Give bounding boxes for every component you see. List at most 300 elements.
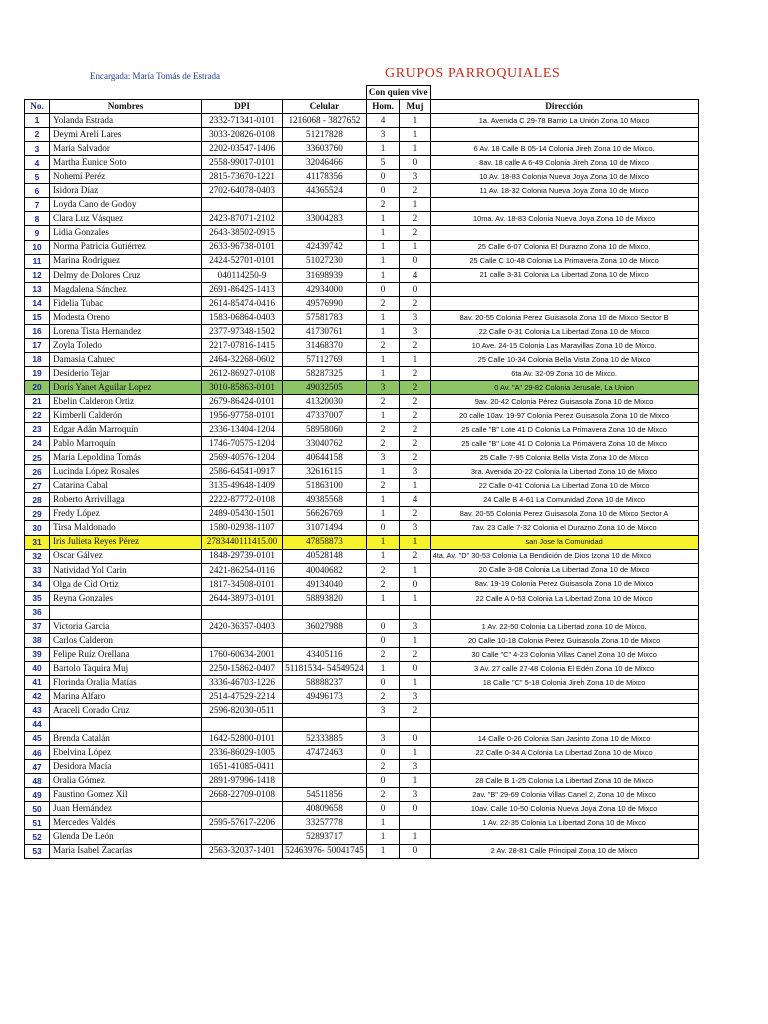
row-number: 46 [25, 746, 50, 760]
row-hom: 0 [366, 746, 399, 760]
row-direccion: 4ta. Av. "D" 30-53 Colonia La Bendición de Dios Izona 10 de Mixco [430, 549, 698, 563]
row-number: 38 [25, 633, 50, 647]
row-dpi: 1583-06864-0403 [202, 310, 283, 324]
row-name: Victoria Garcia [50, 619, 202, 633]
row-muj: 1 [400, 240, 430, 254]
row-hom: 2 [366, 296, 399, 310]
row-number: 3 [25, 142, 50, 156]
row-number: 23 [25, 423, 50, 437]
table-row [25, 788, 699, 802]
row-celular: 41730761 [283, 324, 367, 338]
row-celular: 31698939 [283, 268, 367, 282]
row-name: Reyna Gonzales [50, 591, 202, 605]
table-row [25, 493, 699, 507]
row-name: Juan Hernández [50, 802, 202, 816]
table-row [25, 507, 699, 521]
row-name: Faustino Gomez Xil [50, 788, 202, 802]
row-direccion [430, 718, 698, 732]
row-direccion [430, 198, 698, 212]
row-hom: 3 [366, 128, 399, 142]
row-hom: 1 [366, 310, 399, 324]
row-name: Zoyla Toledo [50, 338, 202, 352]
row-muj: 0 [400, 282, 430, 296]
row-number: 47 [25, 760, 50, 774]
table-row [25, 465, 699, 479]
row-dpi: 2633-96738-0101 [202, 240, 283, 254]
row-muj: 3 [400, 690, 430, 704]
row-dpi: 2596-82030-0511 [202, 704, 283, 718]
row-celular [283, 760, 367, 774]
row-dpi [202, 830, 283, 844]
table-row [25, 816, 699, 830]
row-muj: 4 [400, 268, 430, 282]
row-name: Florinda Oralia Matías [50, 675, 202, 689]
row-muj: 0 [400, 732, 430, 746]
row-direccion: 25 Calle 10-34 Colonia Bella Vista Zona 10 de Mixco [430, 352, 698, 366]
table-row [25, 310, 699, 324]
row-hom: 2 [366, 198, 399, 212]
row-dpi: 040114250-9 [202, 268, 283, 282]
row-name: Damasia Cahuec [50, 352, 202, 366]
table-row [25, 282, 699, 296]
row-direccion: 10 Ave. 24-15 Colonia Las Maravillas Zona 10 de Mixco. [430, 338, 698, 352]
row-dpi: 1760-60634-2001 [202, 647, 283, 661]
table-row [25, 605, 699, 619]
row-celular: 40528148 [283, 549, 367, 563]
row-dpi: 1642-52800-0101 [202, 732, 283, 746]
row-number: 50 [25, 802, 50, 816]
row-hom: 1 [366, 591, 399, 605]
row-hom: 3 [366, 451, 399, 465]
row-hom: 0 [366, 184, 399, 198]
row-muj: 1 [400, 675, 430, 689]
row-hom: 5 [366, 156, 399, 170]
row-direccion: 30 Calle "C" 4-23 Colonia Villas Canel Zona 10 de Mixco [430, 647, 698, 661]
row-muj: 2 [400, 507, 430, 521]
row-muj: 0 [400, 802, 430, 816]
row-number: 40 [25, 661, 50, 675]
table-row [25, 619, 699, 633]
header-dpi: DPI [202, 100, 283, 114]
row-number: 45 [25, 732, 50, 746]
row-muj: 1 [400, 114, 430, 128]
row-dpi: 2563-32037-1401 [202, 844, 283, 858]
row-hom: 2 [366, 760, 399, 774]
row-number: 31 [25, 535, 50, 549]
row-muj: 3 [400, 619, 430, 633]
row-muj: 3 [400, 324, 430, 338]
row-name: Kimberli Calderón [50, 409, 202, 423]
row-dpi: 2595-57617-2206 [202, 816, 283, 830]
row-name: Martha Eunice Soto [50, 156, 202, 170]
table-row [25, 830, 699, 844]
row-muj: 1 [400, 142, 430, 156]
row-hom: 2 [366, 437, 399, 451]
row-muj: 3 [400, 521, 430, 535]
table-row [25, 114, 699, 128]
row-muj: 2 [400, 423, 430, 437]
row-number: 9 [25, 226, 50, 240]
row-celular: 51217828 [283, 128, 367, 142]
row-direccion: 22 Calle A 0-53 Colonia La Libertad Zona 10 de Mixco [430, 591, 698, 605]
row-muj: 1 [400, 128, 430, 142]
row-muj: 2 [400, 338, 430, 352]
table-body [25, 114, 699, 858]
row-muj: 1 [400, 352, 430, 366]
row-hom: 0 [366, 282, 399, 296]
row-number: 20 [25, 380, 50, 394]
row-name [50, 605, 202, 619]
row-direccion: 20 calle 10av. 19-97 Colonia Perez Guisasola Zona 10 de Mixco [430, 409, 698, 423]
row-dpi [202, 718, 283, 732]
row-hom: 0 [366, 802, 399, 816]
row-dpi: 2250-15862-0407 [202, 661, 283, 675]
row-dpi: 1651-41085-0411 [202, 760, 283, 774]
row-muj: 2 [400, 380, 430, 394]
row-name: Araceli Corado Cruz [50, 704, 202, 718]
row-number: 5 [25, 170, 50, 184]
row-dpi: 2668-22709-0108 [202, 788, 283, 802]
row-hom: 0 [366, 633, 399, 647]
row-hom: 2 [366, 423, 399, 437]
row-hom: 2 [366, 690, 399, 704]
row-hom: 1 [366, 324, 399, 338]
row-muj: 0 [400, 844, 430, 858]
row-number: 22 [25, 409, 50, 423]
row-name: Iris Julieta Reyes Pérez [50, 535, 202, 549]
table-row [25, 591, 699, 605]
row-number: 32 [25, 549, 50, 563]
row-dpi: 2586-64541-0917 [202, 465, 283, 479]
row-name: Delmy de Dolores Cruz [50, 268, 202, 282]
table-row [25, 732, 699, 746]
row-direccion: 7av. 23 Calle 7-32 Colonia el Durazno Zona 10 de Mixco [430, 521, 698, 535]
row-hom: 1 [366, 226, 399, 240]
row-name: Yolanda Estrada [50, 114, 202, 128]
row-name: Mercedes Valdés [50, 816, 202, 830]
row-dpi: 2424-52701-0101 [202, 254, 283, 268]
row-hom: 1 [366, 142, 399, 156]
table-row [25, 324, 699, 338]
table-row [25, 549, 699, 563]
row-number: 41 [25, 675, 50, 689]
row-number: 28 [25, 493, 50, 507]
row-celular: 32046466 [283, 156, 367, 170]
row-number: 2 [25, 128, 50, 142]
row-direccion: 22 Calle 0-34 A Colonia La Libertad Zona 10 de Mixco [430, 746, 698, 760]
parish-groups-table [24, 85, 699, 859]
row-direccion: 1a. Avenida C 29-78 Barrio La Unión Zona 10 Mixco [430, 114, 698, 128]
row-muj: 2 [400, 184, 430, 198]
row-celular: 51027230 [283, 254, 367, 268]
row-direccion: 10 Av. 18-83 Colonia Nueva Joya Zona 10 de Mixco [430, 170, 698, 184]
row-dpi [202, 198, 283, 212]
row-name: Edgar Adán Marroquín [50, 423, 202, 437]
row-hom: 1 [366, 268, 399, 282]
row-name: Norma Patricia Gutiérrez [50, 240, 202, 254]
row-name: Olga de Cid Ortiz [50, 577, 202, 591]
row-celular [283, 605, 367, 619]
row-dpi: 1848-29739-0101 [202, 549, 283, 563]
row-name: Glenda De León [50, 830, 202, 844]
row-name: Loyda Cano de Godoy [50, 198, 202, 212]
row-dpi: 2222-87772-0108 [202, 493, 283, 507]
row-direccion: 14 Calle 0-26 Colonia San Jasinto Zona 10 de Mixco [430, 732, 698, 746]
row-direccion [430, 296, 698, 310]
table-row [25, 521, 699, 535]
table-row [25, 254, 699, 268]
row-name: Roberto Arrivillaga [50, 493, 202, 507]
row-celular: 31071494 [283, 521, 367, 535]
header-con-quien-vive: Con quien vive [366, 86, 430, 100]
row-number: 6 [25, 184, 50, 198]
table-row [25, 647, 699, 661]
row-number: 39 [25, 647, 50, 661]
row-celular: 52893717 [283, 830, 367, 844]
row-name: Isidora Díaz [50, 184, 202, 198]
row-name: Deymi Areli Lares [50, 128, 202, 142]
table-row [25, 844, 699, 858]
row-muj [400, 816, 430, 830]
row-direccion [430, 690, 698, 704]
row-celular: 49385568 [283, 493, 367, 507]
row-muj: 2 [400, 409, 430, 423]
row-name: Pablo Marroquín [50, 437, 202, 451]
row-direccion: 22 Calle 0-31 Colonia La Libertad Zona 10 de Mixco [430, 324, 698, 338]
row-dpi: 2691-86425-1413 [202, 282, 283, 296]
row-celular [283, 633, 367, 647]
row-name: Oralia Gómez [50, 774, 202, 788]
row-muj: 1 [400, 830, 430, 844]
row-direccion: 25 Calle C 10-48 Colonia La Primavera Zona 10 de Mixco [430, 254, 698, 268]
row-dpi [202, 633, 283, 647]
row-dpi: 2702-64078-0403 [202, 184, 283, 198]
header-blank [25, 86, 367, 100]
table-row [25, 142, 699, 156]
row-name: Felipe Ruíz Orellana [50, 647, 202, 661]
row-hom: 2 [366, 647, 399, 661]
row-celular: 41178356 [283, 170, 367, 184]
row-celular: 54511856 [283, 788, 367, 802]
row-celular: 58893820 [283, 591, 367, 605]
row-celular: 31468370 [283, 338, 367, 352]
row-celular: 51181534- 54549524 [283, 661, 367, 675]
row-dpi: 2569-40576-1204 [202, 451, 283, 465]
row-celular: 56626769 [283, 507, 367, 521]
row-number: 24 [25, 437, 50, 451]
row-dpi: 2783440111415.00 [202, 535, 283, 549]
row-dpi: 2644-38973-0101 [202, 591, 283, 605]
row-muj [400, 718, 430, 732]
row-direccion: 8av. 20-55 Colonia Perez Guisasola Zona 10 de Mixco Sector A [430, 507, 698, 521]
header-celular: Celular [283, 100, 367, 114]
row-celular: 33004283 [283, 212, 367, 226]
row-direccion: 6ta Av. 32-09 Zona 10 de Mixco. [430, 366, 698, 380]
row-number: 43 [25, 704, 50, 718]
row-hom: 4 [366, 114, 399, 128]
row-hom [366, 605, 399, 619]
row-direccion: 9av. 20-42 Colonia Pérez Guisasola Zona 10 de Mixco [430, 395, 698, 409]
row-number: 26 [25, 465, 50, 479]
row-muj: 4 [400, 493, 430, 507]
row-number: 49 [25, 788, 50, 802]
row-hom: 2 [366, 395, 399, 409]
row-direccion [430, 605, 698, 619]
row-direccion [430, 830, 698, 844]
row-dpi: 2336-86029-1005 [202, 746, 283, 760]
row-direccion: 1 Av. 22-50 Colonia La Libertad zona 10 de Mixco. [430, 619, 698, 633]
row-direccion: 6 Av. 18 Calle B 05-14 Colonia Jireh Zona 10 de Mixco. [430, 142, 698, 156]
row-hom: 1 [366, 844, 399, 858]
row-dpi: 2679-86424-0101 [202, 395, 283, 409]
row-hom: 2 [366, 479, 399, 493]
row-celular: 33603760 [283, 142, 367, 156]
row-celular: 49576990 [283, 296, 367, 310]
row-name: Natividad Yol Carin [50, 563, 202, 577]
row-number: 53 [25, 844, 50, 858]
row-muj: 1 [400, 479, 430, 493]
row-name: Fredy López [50, 507, 202, 521]
row-muj: 2 [400, 395, 430, 409]
row-celular [283, 704, 367, 718]
row-celular: 33257778 [283, 816, 367, 830]
table-row [25, 268, 699, 282]
row-name: Lorena Tista Hernandez [50, 324, 202, 338]
row-muj: 2 [400, 451, 430, 465]
row-name: Ebelvina López [50, 746, 202, 760]
row-celular: 1216068 - 3827652 [283, 114, 367, 128]
row-muj: 3 [400, 310, 430, 324]
page-title: GRUPOS PARROQUIALES [385, 66, 561, 81]
row-dpi: 3336-46703-1226 [202, 675, 283, 689]
row-celular: 49032505 [283, 380, 367, 394]
table-row [25, 395, 699, 409]
table-row [25, 577, 699, 591]
row-muj: 2 [400, 226, 430, 240]
row-celular: 43405116 [283, 647, 367, 661]
row-name: Oscar Gálvez [50, 549, 202, 563]
row-hom: 3 [366, 704, 399, 718]
row-dpi [202, 605, 283, 619]
row-name: Desidora Macía [50, 760, 202, 774]
row-celular: 47858873 [283, 535, 367, 549]
row-hom: 1 [366, 240, 399, 254]
table-row [25, 718, 699, 732]
row-celular [283, 198, 367, 212]
row-number: 25 [25, 451, 50, 465]
row-celular: 49134040 [283, 577, 367, 591]
header-blank [430, 86, 698, 100]
row-direccion: 25 Calle 7-95 Colonia Bella Vista Zona 10 de Mixco [430, 451, 698, 465]
row-dpi: 2377-97348-1502 [202, 324, 283, 338]
row-dpi: 3010-85863-0101 [202, 380, 283, 394]
row-number: 12 [25, 268, 50, 282]
row-name: María Salvador [50, 142, 202, 156]
row-direccion: 3 Av. 27 calle 27-48 Colonia El Edén Zona 10 de Mixco [430, 661, 698, 675]
row-direccion: 20 Calle 10-18 Colonia Perez Guisasola Zona 10 de Mixco [430, 633, 698, 647]
row-name: Carlos Calderon [50, 633, 202, 647]
row-hom: 0 [366, 619, 399, 633]
row-celular: 49496173 [283, 690, 367, 704]
table-row [25, 380, 699, 394]
row-muj: 1 [400, 563, 430, 577]
row-number: 36 [25, 605, 50, 619]
table-row [25, 802, 699, 816]
row-celular: 36027988 [283, 619, 367, 633]
row-direccion: 28 Calle B 1-25 Colonia La Libertad Zona 10 de Mixco [430, 774, 698, 788]
header-no: No. [25, 100, 50, 114]
header-group-row [25, 86, 699, 100]
row-name: Ebelin Calderon Ortiz [50, 395, 202, 409]
row-dpi: 2421-86254-0116 [202, 563, 283, 577]
row-name: María Isabel Zacarías [50, 844, 202, 858]
row-muj: 1 [400, 774, 430, 788]
row-direccion: 25 calle "B" Lote 41 D Colonia La Primavera Zona 10 de Mixco [430, 437, 698, 451]
row-dpi: 2558-99017-0101 [202, 156, 283, 170]
row-dpi: 2217-07816-1415 [202, 338, 283, 352]
row-direccion: 21 calle 3-31 Colonia La Libertad Zona 10 de Mixco [430, 268, 698, 282]
row-hom: 2 [366, 788, 399, 802]
row-hom: 1 [366, 409, 399, 423]
row-hom: 1 [366, 549, 399, 563]
row-number: 4 [25, 156, 50, 170]
table-row [25, 437, 699, 451]
row-celular: 42934000 [283, 282, 367, 296]
header-hom: Hom. [366, 100, 399, 114]
row-celular [283, 226, 367, 240]
row-number: 8 [25, 212, 50, 226]
row-direccion: 11 Av. 18-32 Colonia Nueva Joya Zona 10 de Mixco [430, 184, 698, 198]
row-dpi: 2464-32268-0602 [202, 352, 283, 366]
row-direccion: 2 Av. 28-81 Calle Principal Zona 10 de Mixco [430, 844, 698, 858]
row-muj: 0 [400, 254, 430, 268]
row-number: 16 [25, 324, 50, 338]
row-hom: 1 [366, 535, 399, 549]
row-muj: 3 [400, 465, 430, 479]
header-row [25, 100, 699, 114]
row-hom: 1 [366, 366, 399, 380]
row-hom: 1 [366, 493, 399, 507]
row-number: 29 [25, 507, 50, 521]
row-name: Magdalena Sánchez [50, 282, 202, 296]
header-muj: Muj [400, 100, 430, 114]
row-name: Marina Alfaro [50, 690, 202, 704]
table-row [25, 226, 699, 240]
row-dpi: 2815-73670-1221 [202, 170, 283, 184]
table-row [25, 746, 699, 760]
table-row [25, 479, 699, 493]
row-hom: 3 [366, 732, 399, 746]
row-name: Doris Yanet Aguilar Lopez [50, 380, 202, 394]
row-direccion: 8av. 18 calle A 6-49 Colonia Jireh Zona 10 de Mixco [430, 156, 698, 170]
header-nombres: Nombres [50, 100, 202, 114]
row-celular: 58287325 [283, 366, 367, 380]
row-number: 7 [25, 198, 50, 212]
row-celular: 58958060 [283, 423, 367, 437]
row-celular: 40644158 [283, 451, 367, 465]
row-hom [366, 718, 399, 732]
row-dpi: 1746-70575-1204 [202, 437, 283, 451]
row-hom: 0 [366, 675, 399, 689]
row-celular: 57112769 [283, 352, 367, 366]
table-row [25, 240, 699, 254]
row-muj: 0 [400, 577, 430, 591]
table-row [25, 338, 699, 352]
row-number: 44 [25, 718, 50, 732]
row-hom: 1 [366, 465, 399, 479]
row-number: 18 [25, 352, 50, 366]
row-direccion [430, 704, 698, 718]
